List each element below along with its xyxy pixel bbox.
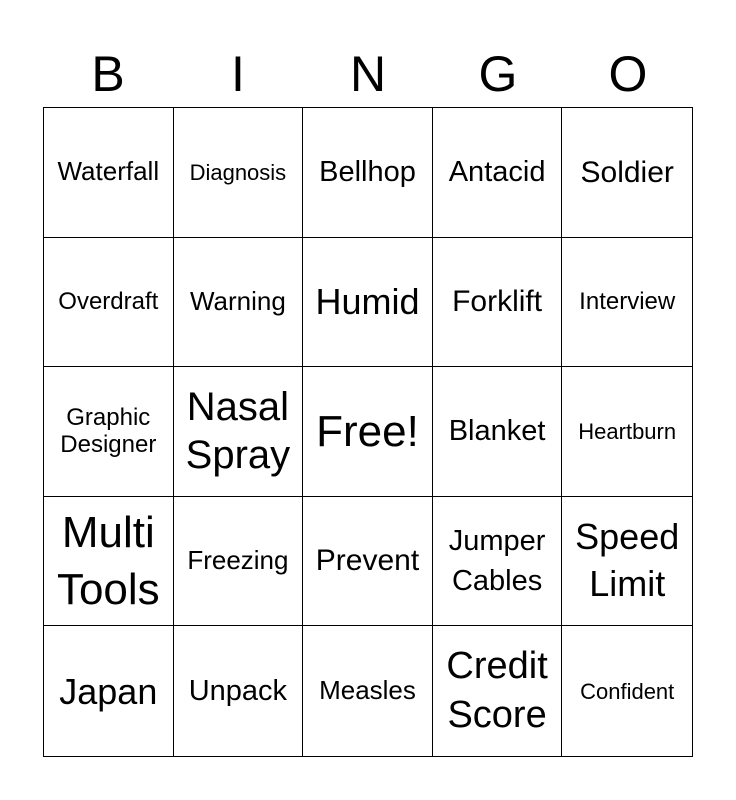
- bingo-cell[interactable]: [562, 497, 692, 627]
- cell-label-line: Spray: [185, 433, 291, 478]
- cell-label-line: Tools: [56, 565, 160, 615]
- cell-label-line: Multi: [61, 507, 155, 557]
- cell-label: [446, 642, 547, 741]
- bingo-cell[interactable]: [174, 108, 304, 238]
- cell-label: Japan: [59, 670, 158, 712]
- cell-label-line: Designer: [60, 431, 157, 459]
- cell-label-line: Speed: [575, 516, 680, 558]
- cell-label: Humid: [315, 281, 420, 323]
- bingo-cell[interactable]: [562, 108, 692, 238]
- cell-label: Diagnosis: [189, 159, 287, 185]
- bingo-cell[interactable]: [174, 626, 304, 756]
- header-letter-b: B: [91, 46, 125, 102]
- bingo-cell[interactable]: [562, 626, 692, 756]
- cell-label: Forklift: [452, 285, 543, 319]
- cell-label: Soldier: [580, 155, 674, 189]
- bingo-cell[interactable]: [433, 238, 563, 368]
- bingo-cell[interactable]: [44, 626, 174, 756]
- bingo-cell[interactable]: [433, 108, 563, 238]
- cell-label: Confident: [580, 678, 675, 704]
- cell-label: Blanket: [448, 414, 546, 447]
- header-letter-i: I: [231, 46, 245, 102]
- cell-label-line: Jumper: [448, 524, 546, 557]
- cell-label: Warning: [189, 285, 286, 316]
- bingo-cell[interactable]: [44, 497, 174, 627]
- cell-label: [60, 404, 156, 459]
- free-space[interactable]: [303, 367, 433, 497]
- bingo-cell[interactable]: [174, 238, 304, 368]
- bingo-cell[interactable]: [303, 626, 433, 756]
- cell-label-line: Cables: [451, 565, 543, 598]
- cell-label: Antacid: [448, 155, 546, 188]
- cell-label: [449, 521, 546, 602]
- cell-label: Prevent: [315, 544, 420, 578]
- bingo-cell[interactable]: [44, 108, 174, 238]
- cell-label: Heartburn: [578, 418, 677, 444]
- cell-label-line: Score: [447, 694, 547, 737]
- cell-label: Bellhop: [319, 155, 416, 188]
- cell-label: Freezing: [187, 545, 289, 576]
- cell-label: Measles: [319, 675, 416, 706]
- bingo-cell[interactable]: [44, 238, 174, 368]
- bingo-board: [43, 107, 693, 757]
- bingo-cell[interactable]: [303, 108, 433, 238]
- bingo-cell[interactable]: [174, 367, 304, 497]
- cell-label-line: Credit: [446, 644, 548, 687]
- bingo-cell[interactable]: [303, 238, 433, 368]
- bingo-cell[interactable]: [303, 497, 433, 627]
- cell-label: Interview: [579, 288, 676, 316]
- bingo-cell[interactable]: [44, 367, 174, 497]
- bingo-header: [43, 40, 693, 108]
- header-letter-n: N: [349, 46, 387, 102]
- cell-label: Free!: [316, 406, 419, 456]
- cell-label: [57, 504, 160, 618]
- cell-label-line: Graphic: [66, 403, 151, 431]
- cell-label-line: Limit: [589, 563, 666, 605]
- bingo-cell[interactable]: [433, 497, 563, 627]
- bingo-cell[interactable]: [562, 238, 692, 368]
- bingo-cell[interactable]: [562, 367, 692, 497]
- cell-label-line: Nasal: [186, 385, 290, 430]
- bingo-cell[interactable]: [433, 367, 563, 497]
- cell-label: Waterfall: [57, 156, 160, 187]
- cell-label: Unpack: [188, 674, 288, 707]
- cell-label: [575, 514, 679, 608]
- header-letter-g: G: [478, 46, 518, 102]
- bingo-cell[interactable]: [433, 626, 563, 756]
- header-letter-o: O: [608, 46, 648, 102]
- bingo-cell[interactable]: [174, 497, 304, 627]
- cell-label: [186, 383, 291, 479]
- cell-label: Overdraft: [58, 288, 159, 316]
